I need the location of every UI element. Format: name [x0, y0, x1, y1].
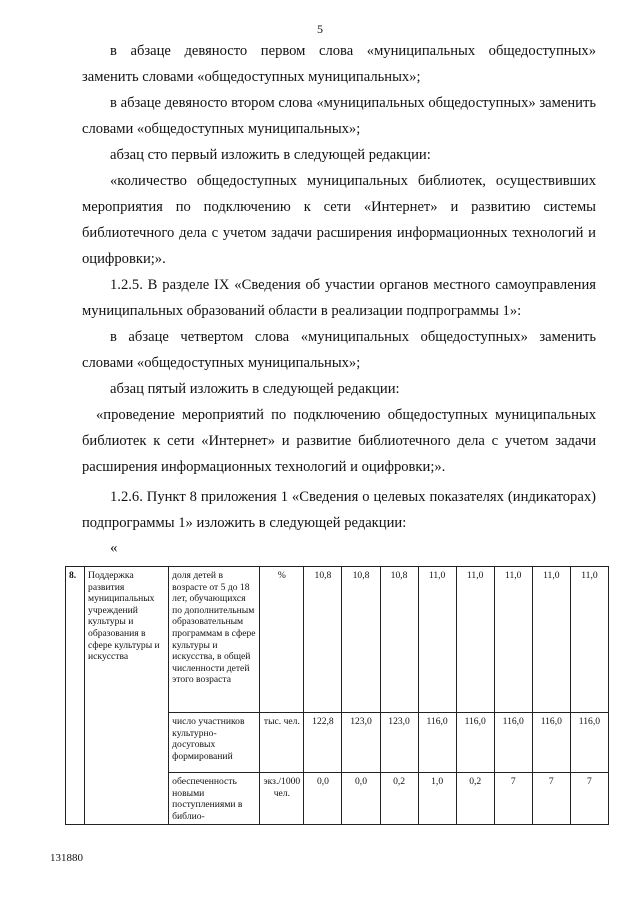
- indicator-cell: число участников культурно-досуговых формирований: [169, 713, 260, 773]
- value-cell: 0,0: [304, 773, 342, 825]
- page-number: 5: [317, 22, 323, 36]
- open-quote: «: [110, 540, 118, 556]
- paragraph-101-heading: абзац сто первый изложить в следующей редакции:: [110, 147, 431, 163]
- value-cell: 10,8: [380, 567, 418, 713]
- paragraph-101-text: «количество общедоступных муниципальных библиотек, осуществивших мероприятия по подключению к сети «Интернет» и развитию системы библиотечного дела с учетом задачи расширения информационных технологий и оцифровки;».: [82, 173, 596, 267]
- unit-cell: экз./1000 чел.: [260, 773, 304, 825]
- value-cell: 0,0: [342, 773, 380, 825]
- value-cell: 116,0: [532, 713, 570, 773]
- value-cell: 7: [570, 773, 608, 825]
- unit-cell: тыс. чел.: [260, 713, 304, 773]
- paragraph-1-2-6: 1.2.6. Пункт 8 приложения 1 «Сведения о целевых показателях (индикаторах) подпрограммы 1» изложить в следующей редакции:: [82, 489, 596, 531]
- unit-cell: %: [260, 567, 304, 713]
- value-cell: 11,0: [456, 567, 494, 713]
- indicator-cell: доля детей в возрасте от 5 до 18 лет, обучающихся по дополнительным образовательным программам в сфере культуры и искусства, в общей численности детей этого возраста: [169, 567, 260, 713]
- paragraph-fifth-heading: абзац пятый изложить в следующей редакции:: [110, 381, 400, 397]
- event-cell: Поддержка развития муниципальных учреждений культуры и образования в сфере культуры и искусства: [85, 567, 169, 825]
- value-cell: 122,8: [304, 713, 342, 773]
- value-cell: 11,0: [570, 567, 608, 713]
- paragraph-fifth-text: «проведение мероприятий по подключению общедоступных муниципальных библиотек к сети «Интернет» и развитие библиотечного дела с учетом задачи расширения информационных технологий и оцифровки;».: [82, 407, 596, 475]
- paragraph-92: в абзаце девяносто втором слова «муниципальных общедоступных» заменить словами «общедоступных муниципальных»;: [82, 95, 596, 137]
- value-cell: 11,0: [532, 567, 570, 713]
- paragraph-91: в абзаце девяносто первом слова «муниципальных общедоступных» заменить словами «общедоступных муниципальных»;: [82, 43, 596, 85]
- value-cell: 7: [532, 773, 570, 825]
- value-cell: 116,0: [456, 713, 494, 773]
- indicator-cell: обеспеченность новыми поступлениями в библио-: [169, 773, 260, 825]
- value-cell: 10,8: [342, 567, 380, 713]
- document-id: 131880: [50, 852, 83, 864]
- row-index-cell: 8.: [66, 567, 85, 825]
- value-cell: 0,2: [456, 773, 494, 825]
- value-cell: 11,0: [494, 567, 532, 713]
- paragraph-1-2-5: 1.2.5. В разделе IX «Сведения об участии органов местного самоуправления муниципальных образований области в реализации подпрограммы 1»:: [82, 277, 596, 319]
- value-cell: 0,2: [380, 773, 418, 825]
- value-cell: 10,8: [304, 567, 342, 713]
- value-cell: 7: [494, 773, 532, 825]
- table-row: [66, 567, 609, 713]
- paragraph-fourth: в абзаце четвертом слова «муниципальных общедоступных» заменить словами «общедоступных муниципальных»;: [82, 329, 596, 371]
- value-cell: 123,0: [342, 713, 380, 773]
- value-cell: 116,0: [418, 713, 456, 773]
- value-cell: 11,0: [418, 567, 456, 713]
- value-cell: 123,0: [380, 713, 418, 773]
- indicators-table: [65, 566, 609, 825]
- value-cell: 116,0: [570, 713, 608, 773]
- value-cell: 116,0: [494, 713, 532, 773]
- value-cell: 1,0: [418, 773, 456, 825]
